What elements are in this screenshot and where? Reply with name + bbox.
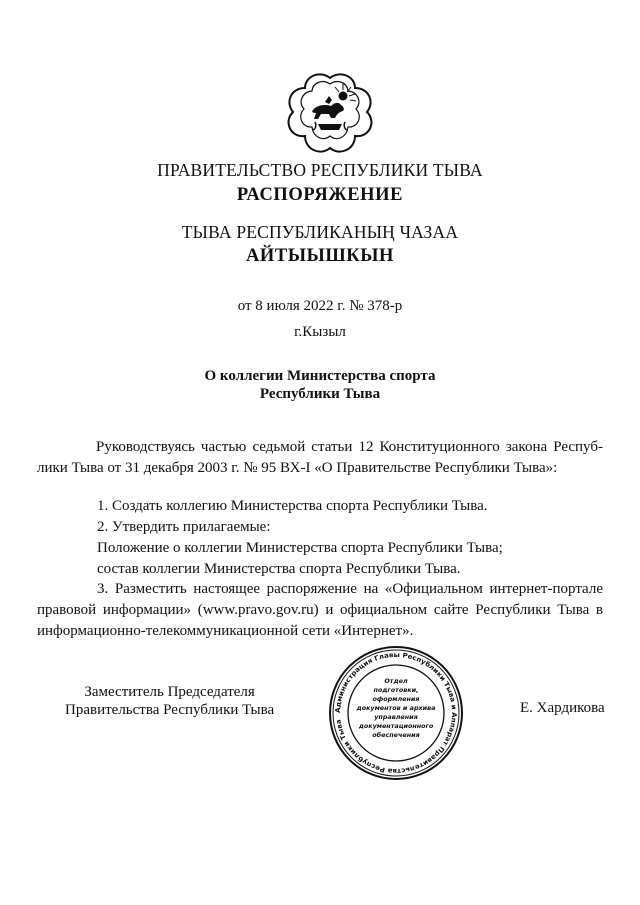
item-2: 2. Утвердить прилагаемые: [97,519,271,535]
date-number: от 8 июля 2022 г. № 378-р [237,298,403,314]
item-2-a: Положение о коллегии Министерства спорта Республики Тыва; [97,540,503,556]
item-3-line-2: правовой информации» (www.pravo.gov.ru) и официальном сайте Республики Тыва в [37,602,603,618]
order-title-tyv: АЙТЫЫШКЫН [245,246,395,266]
signer-position-line-2: Правительства Республики Тыва [65,702,275,718]
stamp-inner-line-3: оформления [372,695,420,703]
official-stamp [328,645,464,781]
preamble-line-1: Руководствуясь частью седьмой статьи 12 Конституционного закона Респуб- [96,439,603,455]
stamp-inner-line-5: управления [374,713,418,721]
item-3-line-1: 3. Разместить настоящее распоряжение на «Официальном интернет-портале [97,581,603,597]
stamp-inner-line-2: подготовки, [373,686,419,694]
stamp-inner-line-1: Отдел [384,677,408,685]
stamp-inner-line-4: документов и архива [356,704,436,712]
order-title-ru: РАСПОРЯЖЕНИЕ [236,185,404,205]
coat-of-arms-emblem [285,72,375,157]
signer-position [65,683,274,719]
preamble-line-2: лики Тыва от 31 декабря 2003 г. № 95 ВХ-I «О Правительстве Республики Тыва»: [37,460,558,476]
government-title-tyv: ТЫВА РЕСПУБЛИКАНЫҢ ЧАЗАА [181,222,459,242]
subject-line-1: О коллегии Министерства спорта [204,368,436,384]
government-title-ru: ПРАВИТЕЛЬСТВО РЕСПУБЛИКИ ТЫВА [157,160,483,180]
item-1: 1. Создать коллегию Министерства спорта Республики Тыва. [97,498,488,514]
stamp-inner-line-6: документационного [358,722,434,730]
item-3-line-3: информационно-телекоммуникационной сети «Интернет». [37,623,414,639]
stamp-outer-text: Администрация Главы Республики Тыва и Аппарат Правительства Республики Тыва [333,650,459,776]
subject-line-2: Республики Тыва [259,386,381,402]
stamp-inner-line-7: обеспечения [372,731,420,739]
city: г.Кызыл [294,324,346,340]
signer-name: Е. Хардикова [520,700,605,716]
signer-position-line-1: Заместитель Председателя [84,684,255,700]
document-subject [0,367,640,403]
item-2-b: состав коллегии Министерства спорта Республики Тыва. [97,561,461,577]
